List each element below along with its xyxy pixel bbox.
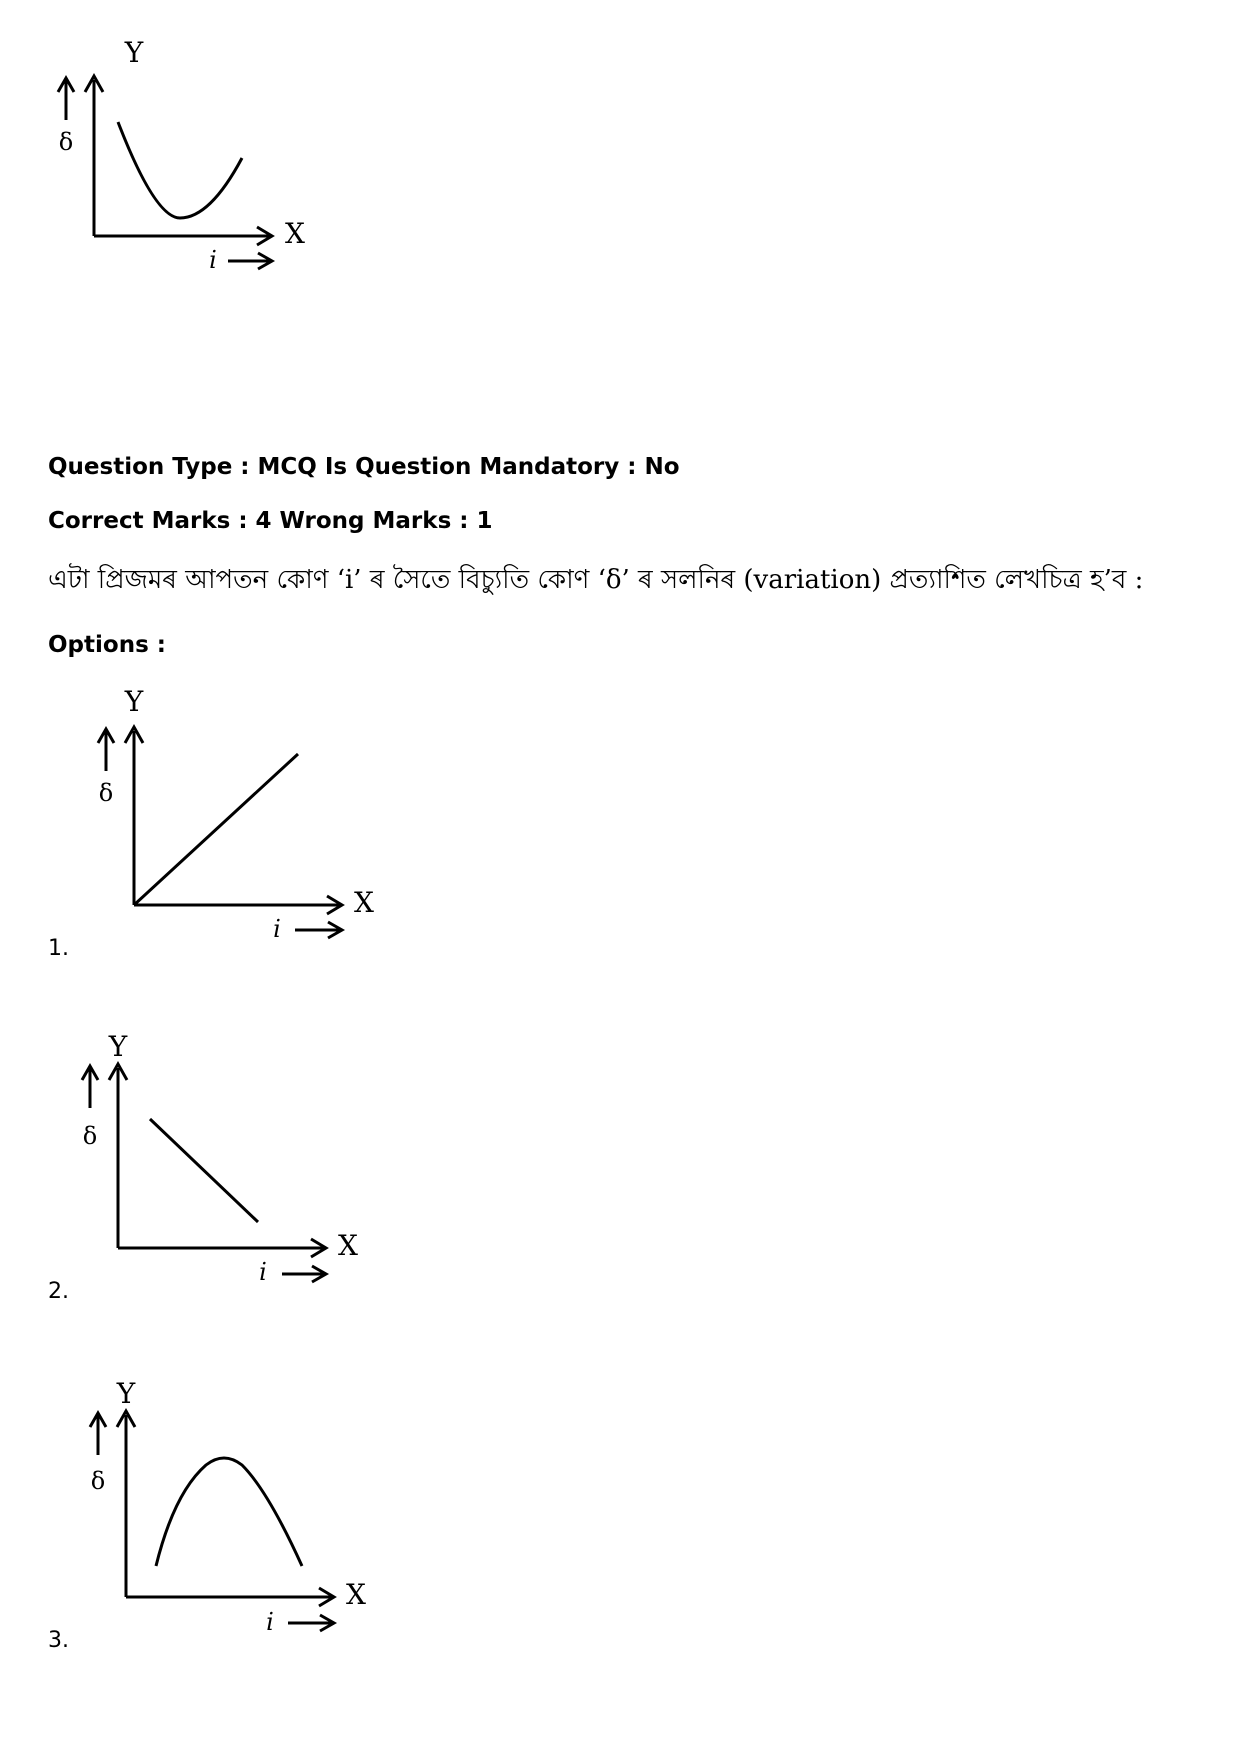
curve-maximum (156, 1458, 302, 1566)
y-axis-label: Y (124, 40, 144, 69)
delta-label: δ (90, 1467, 106, 1495)
increasing-line (134, 754, 298, 905)
option-2-graph (74, 1030, 374, 1290)
option-1-graph (90, 685, 390, 955)
option-2-number: 2. (48, 1279, 69, 1304)
x-axis-label: X (338, 1229, 358, 1262)
i-label: i (259, 1258, 267, 1286)
delta-label: δ (82, 1122, 98, 1150)
delta-label: δ (98, 779, 114, 807)
question-graph (50, 40, 360, 310)
x-axis-label: X (354, 886, 374, 919)
option-1-graph-svg (90, 685, 390, 955)
y-axis-label: Y (124, 685, 144, 718)
question-type-line: Question Type : MCQ Is Question Mandatory : No (48, 454, 680, 480)
options-label: Options : (48, 632, 166, 658)
i-label: i (266, 1608, 274, 1636)
decreasing-line (150, 1119, 258, 1222)
y-axis-label: Y (108, 1030, 128, 1063)
i-label: i (273, 915, 281, 943)
option-2-graph-svg (74, 1030, 374, 1290)
question-text: এটা প্ৰিজমৰ আপতন কোণ ‘i’ ৰ সৈতে বিচ্যুতি কোণ ‘δ’ ৰ সলনিৰ (variation) প্ৰত্যাশিত লেখচিত্ৰ হ’ব : (48, 565, 1144, 595)
i-label: i (209, 246, 217, 274)
option-3-number: 3. (48, 1628, 69, 1653)
option-3-graph (82, 1375, 382, 1645)
option-3-graph-svg (82, 1375, 382, 1645)
x-axis-label: X (346, 1578, 366, 1611)
x-axis-label: X (285, 217, 305, 250)
curve-minimum (118, 122, 242, 218)
delta-label: δ (58, 128, 74, 156)
marks-line: Correct Marks : 4 Wrong Marks : 1 (48, 508, 493, 534)
question-graph-svg (50, 40, 360, 310)
option-1-number: 1. (48, 936, 69, 961)
y-axis-label: Y (116, 1377, 136, 1410)
